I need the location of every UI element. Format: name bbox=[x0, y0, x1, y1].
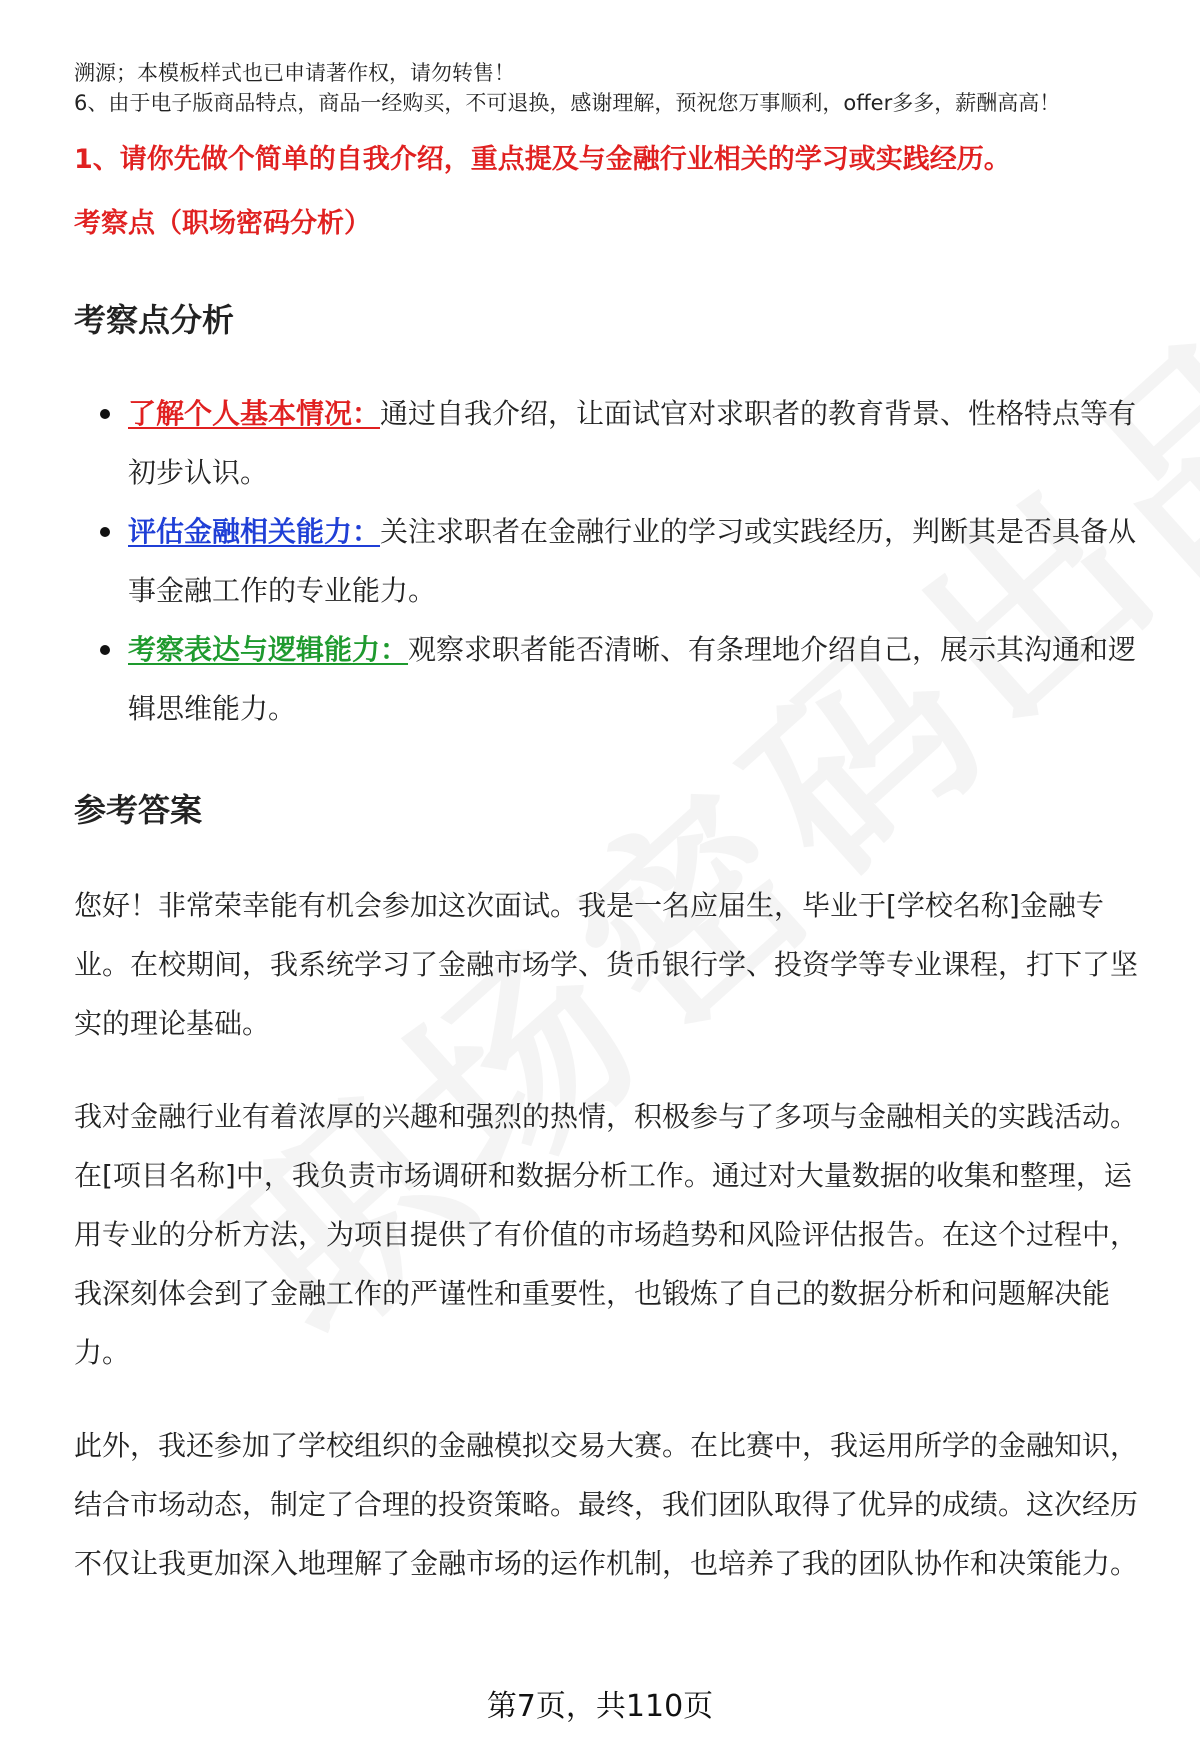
notice-line-1: 溯源；本模板样式也已申请著作权，请勿转售！ bbox=[74, 61, 515, 85]
analysis-text: 通过自我介绍，让面试官对求职者的教育背景、性格特点等有初步认识。 bbox=[128, 397, 1137, 489]
analysis-list bbox=[74, 384, 1146, 738]
analysis-item bbox=[74, 384, 1146, 502]
answer-paragraph: 您好！非常荣幸能有机会参加这次面试。我是一名应届生，毕业于[学校名称]金融专业。在校期间，我系统学习了金融市场学、货币银行学、投资学等专业课程，打下了坚实的理论基础。 bbox=[74, 889, 1139, 1040]
bullet-icon bbox=[100, 409, 110, 419]
question-subtitle: 考察点（职场密码分析） bbox=[74, 208, 371, 239]
answer-paragraph: 此外，我还参加了学校组织的金融模拟交易大赛。在比赛中，我运用所学的金融知识，结合市场动态，制定了合理的投资策略。最终，我们团队取得了优异的成绩。这次经历不仅让我更加深入地理解了金融市场的运作机制，也培养了我的团队协作和决策能力。 bbox=[74, 1429, 1139, 1580]
analysis-item bbox=[74, 502, 1146, 620]
analysis-heading: 考察点分析 bbox=[74, 301, 235, 339]
question-title: 1、请你先做个简单的自我介绍，重点提及与金融行业相关的学习或实践经历。 bbox=[74, 144, 1011, 175]
analysis-keyword: 评估金融相关能力： bbox=[128, 515, 381, 548]
analysis-text: 观察求职者能否清晰、有条理地介绍自己，展示其沟通和逻辑思维能力。 bbox=[128, 633, 1137, 725]
page-number: 第7页，共110页 bbox=[486, 1689, 714, 1724]
bullet-icon bbox=[100, 527, 110, 537]
answer-paragraph: 我对金融行业有着浓厚的兴趣和强烈的热情，积极参与了多项与金融相关的实践活动。在[项目名称]中，我负责市场调研和数据分析工作。通过对大量数据的收集和整理，运用专业的分析方法，为项目提供了有价值的市场趋势和风险评估报告。在这个过程中，我深刻体会到了金融工作的严谨性和重要性，也锻炼了自己的数据分析和问题解决能力。 bbox=[74, 1100, 1139, 1369]
document-body bbox=[74, 58, 1146, 1593]
answer-heading: 参考答案 bbox=[74, 791, 203, 829]
analysis-keyword: 了解个人基本情况： bbox=[128, 397, 381, 430]
analysis-text: 关注求职者在金融行业的学习或实践经历，判断其是否具备从事金融工作的专业能力。 bbox=[128, 515, 1137, 607]
analysis-keyword: 考察表达与逻辑能力： bbox=[128, 633, 409, 666]
notice-line-2: 6、由于电子版商品特点，商品一经购买，不可退换，感谢理解，预祝您万事顺利，offer多多，薪酬高高！ bbox=[74, 91, 1061, 115]
bullet-icon bbox=[100, 645, 110, 655]
analysis-item bbox=[74, 620, 1146, 738]
